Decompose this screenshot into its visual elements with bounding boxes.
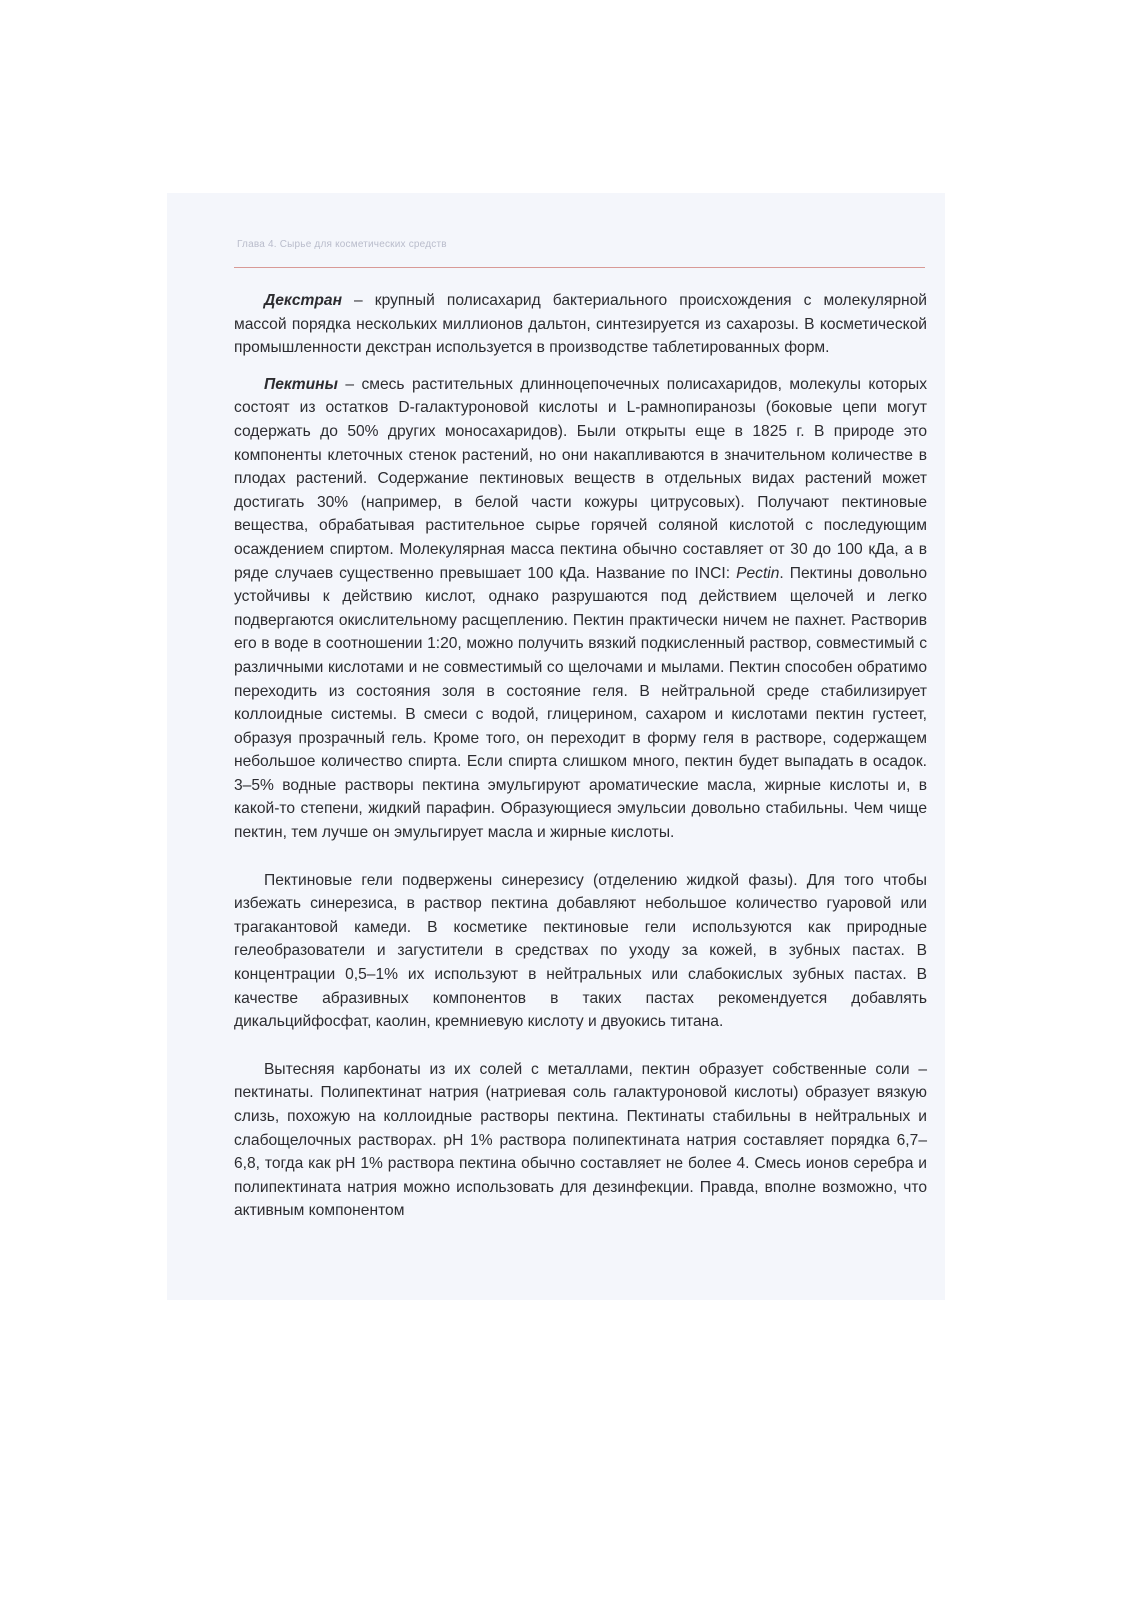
paragraph-dextran bbox=[234, 289, 927, 360]
document-page bbox=[167, 193, 945, 1300]
paragraph-pectin bbox=[234, 373, 927, 845]
paragraph-pectinates: Вытесняя карбонаты из их солей с металлами, пектин образует собственные соли – пектинаты. Полипектинат натрия (натриевая соль галактуроновой кислоты) образует вязкую слизь, похожую на коллоидные растворы пектина. Пектинаты стабильны в нейтральных и слабощелочных растворах. pH 1% раствора полипектината натрия составляет порядка 6,7–6,8, тогда как pH 1% раствора пектина обычно составляет не более 4. Смесь ионов серебра и полипектината натрия можно использовать для дезинфекции. Правда, вполне возможно, что активным компонентом bbox=[234, 1060, 927, 1220]
body-text bbox=[234, 289, 927, 1223]
dextran-definition: – крупный полисахарид бактериального происхождения с молекулярной массой порядка нескольких миллионов дальтон, синтезируется из сахарозы. В косметической промышленности декстран используется в производстве таблетированных форм. bbox=[234, 292, 927, 357]
pectin-definition-part1: – смесь растительных длинноцепочечных полисахаридов, молекулы которых состоят из остатков D-галактуроновой кислоты и L-рамнопиранозы (боковые цепи могут содержать до 50% других моносахаридов). Были открыты еще в 1825 г. В природе это компоненты клеточных стенок растений, но они накапливаются в значительном количестве в плодах растений. Содержание пектиновых веществ в отдельных видах растений может достигать 30% (например, в белой части кожуры цитрусовых). Получают пектиновые вещества, обрабатывая растительное сырье горячей соляной кислотой с последующим осаждением спиртом. Молекулярная масса пектина обычно составляет от 30 до 100 кДа, а в ряде случаев существенно превышает 100 кДа. Название по INCI: bbox=[234, 375, 927, 582]
inci-name: Pectin bbox=[736, 564, 780, 582]
term-dextran: Декстран bbox=[264, 292, 342, 309]
term-pectin: Пектины bbox=[264, 375, 338, 393]
header-rule bbox=[234, 267, 925, 268]
running-head: Глава 4. Сырье для косметических средств bbox=[237, 239, 447, 250]
paragraph-pectin-gels: Пектиновые гели подвержены синерезису (отделению жидкой фазы). Для того чтобы избежать синерезиса, в раствор пектина добавляют небольшое количество гуаровой или трагакантовой камеди. В косметике пектиновые гели используются как природные гелеобразователи и загустители в средствах по уходу за кожей, в зубных пастах. В концентрации 0,5–1% их используют в нейтральных или слабокислых зубных пастах. В качестве абразивных компонентов в таких пастах рекомендуется добавлять дикальцийфосфат, каолин, кремниевую кислоту и двуокись титана. bbox=[234, 871, 927, 1031]
pectin-definition-part2: . Пектины довольно устойчивы к действию кислот, однако разрушаются под действием щелочей и легко подвергаются окислительному расщеплению. Пектин практически ничем не пахнет. Растворив его в воде в соотношении 1:20, можно получить вязкий подкисленный раствор, совместимый с различными кислотами и не совместимый со щелочами и мылами. Пектин способен обратимо переходить из состояния золя в состояние геля. В нейтральной среде стабилизирует коллоидные системы. В смеси с водой, глицерином, сахаром и кислотами пектин густеет, образуя прозрачный гель. Кроме того, он переходит в форму геля в растворе, содержащем небольшое количество спирта. Если спирта слишком много, пектин будет выпадать в осадок. 3–5% водные растворы пектина эмульгируют ароматические масла, жирные кислоты и, в какой-то степени, жидкий парафин. Образующиеся эмульсии довольно стабильны. Чем чище пектин, тем лучше он эмульгирует масла и жирные кислоты. bbox=[234, 564, 927, 842]
